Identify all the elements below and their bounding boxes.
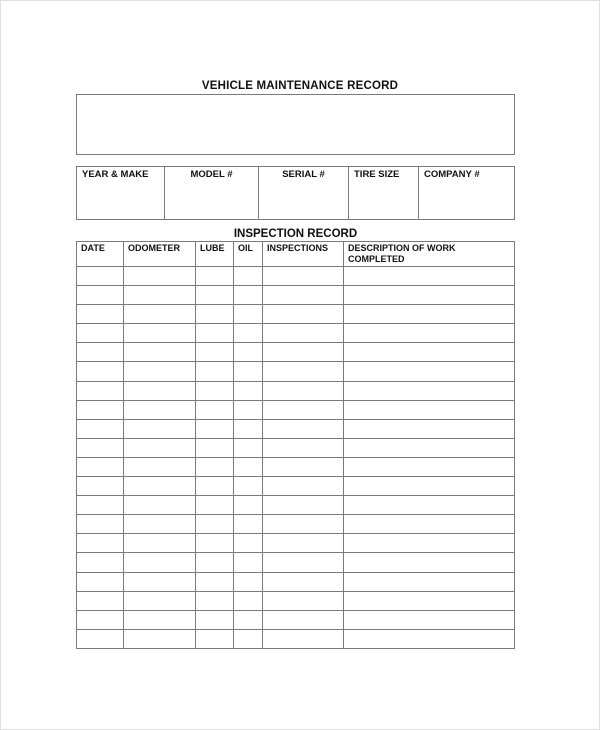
table-cell[interactable] xyxy=(234,324,263,343)
table-row xyxy=(77,553,515,572)
table-cell[interactable] xyxy=(344,496,515,515)
table-row xyxy=(77,515,515,534)
table-row xyxy=(77,496,515,515)
table-cell[interactable] xyxy=(234,286,263,305)
table-cell[interactable] xyxy=(77,438,124,457)
table-cell[interactable] xyxy=(344,477,515,496)
table-cell[interactable] xyxy=(234,419,263,438)
table-cell[interactable] xyxy=(234,381,263,400)
inspection-header-row xyxy=(77,242,515,267)
table-cell[interactable] xyxy=(77,534,124,553)
table-cell[interactable] xyxy=(77,477,124,496)
table-cell[interactable] xyxy=(263,343,344,362)
table-cell[interactable] xyxy=(124,534,196,553)
table-cell[interactable] xyxy=(234,496,263,515)
table-cell[interactable] xyxy=(124,477,196,496)
table-cell[interactable] xyxy=(263,591,344,610)
table-cell[interactable] xyxy=(77,324,124,343)
table-cell[interactable] xyxy=(77,267,124,286)
table-cell[interactable] xyxy=(196,477,234,496)
table-cell[interactable] xyxy=(234,515,263,534)
table-row xyxy=(77,591,515,610)
table-cell[interactable] xyxy=(344,267,515,286)
page-title: VEHICLE MAINTENANCE RECORD xyxy=(201,80,399,92)
table-cell[interactable] xyxy=(124,267,196,286)
inspection-body xyxy=(77,267,515,649)
table-cell[interactable] xyxy=(196,591,234,610)
table-cell[interactable] xyxy=(234,438,263,457)
col-description: DESCRIPTION OF WORK COMPLETED xyxy=(344,242,515,267)
table-cell[interactable] xyxy=(263,534,344,553)
col-odometer: ODOMETER xyxy=(124,242,196,267)
serial-field[interactable] xyxy=(259,167,349,220)
table-cell[interactable] xyxy=(263,362,344,381)
table-cell[interactable] xyxy=(344,553,515,572)
table-row xyxy=(77,477,515,496)
table-cell[interactable] xyxy=(196,362,234,381)
table-row xyxy=(77,362,515,381)
table-cell[interactable] xyxy=(196,324,234,343)
table-cell[interactable] xyxy=(124,362,196,381)
table-row xyxy=(77,610,515,629)
col-oil: OIL xyxy=(234,242,263,267)
table-cell[interactable] xyxy=(77,553,124,572)
table-cell[interactable] xyxy=(344,286,515,305)
table-cell[interactable] xyxy=(344,438,515,457)
table-row xyxy=(77,572,515,591)
table-cell[interactable] xyxy=(124,419,196,438)
table-cell[interactable] xyxy=(124,286,196,305)
table-cell[interactable] xyxy=(344,534,515,553)
table-cell[interactable] xyxy=(196,438,234,457)
table-cell[interactable] xyxy=(234,343,263,362)
table-cell[interactable] xyxy=(77,572,124,591)
table-cell[interactable] xyxy=(344,400,515,419)
year-make-field[interactable] xyxy=(77,167,165,220)
table-cell[interactable] xyxy=(196,629,234,648)
table-cell[interactable] xyxy=(344,572,515,591)
table-cell[interactable] xyxy=(234,362,263,381)
table-cell[interactable] xyxy=(344,591,515,610)
table-cell[interactable] xyxy=(263,610,344,629)
table-cell[interactable] xyxy=(234,457,263,476)
table-cell[interactable] xyxy=(263,477,344,496)
table-cell[interactable] xyxy=(263,305,344,324)
table-cell[interactable] xyxy=(77,419,124,438)
table-cell[interactable] xyxy=(344,362,515,381)
col-date: DATE xyxy=(77,242,124,267)
table-cell[interactable] xyxy=(234,610,263,629)
table-cell[interactable] xyxy=(124,381,196,400)
table-cell[interactable] xyxy=(196,305,234,324)
table-row xyxy=(77,286,515,305)
table-cell[interactable] xyxy=(124,553,196,572)
table-cell[interactable] xyxy=(124,438,196,457)
table-cell[interactable] xyxy=(344,515,515,534)
model-label: MODEL # xyxy=(190,169,233,180)
tire-size-field[interactable] xyxy=(349,167,419,220)
table-cell[interactable] xyxy=(234,629,263,648)
table-row xyxy=(77,438,515,457)
table-cell[interactable] xyxy=(263,553,344,572)
table-cell[interactable] xyxy=(196,572,234,591)
table-row xyxy=(77,267,515,286)
table-cell[interactable] xyxy=(344,457,515,476)
table-cell[interactable] xyxy=(263,419,344,438)
inspection-title: INSPECTION RECORD xyxy=(233,228,358,240)
table-cell[interactable] xyxy=(344,343,515,362)
table-row xyxy=(77,629,515,648)
table-cell[interactable] xyxy=(77,515,124,534)
model-field[interactable] xyxy=(165,167,259,220)
serial-label: SERIAL # xyxy=(282,169,325,180)
table-cell[interactable] xyxy=(234,534,263,553)
table-cell[interactable] xyxy=(77,305,124,324)
table-cell[interactable] xyxy=(196,515,234,534)
table-cell[interactable] xyxy=(196,610,234,629)
table-cell[interactable] xyxy=(196,496,234,515)
table-cell[interactable] xyxy=(77,629,124,648)
tire-size-label: TIRE SIZE xyxy=(354,169,400,180)
table-cell[interactable] xyxy=(196,343,234,362)
table-cell[interactable] xyxy=(234,400,263,419)
table-cell[interactable] xyxy=(263,286,344,305)
table-cell[interactable] xyxy=(344,381,515,400)
table-cell[interactable] xyxy=(196,534,234,553)
table-cell[interactable] xyxy=(234,572,263,591)
table-cell[interactable] xyxy=(263,400,344,419)
table-cell[interactable] xyxy=(263,496,344,515)
table-cell[interactable] xyxy=(263,457,344,476)
table-cell[interactable] xyxy=(77,496,124,515)
table-cell[interactable] xyxy=(234,591,263,610)
table-cell[interactable] xyxy=(77,286,124,305)
table-cell[interactable] xyxy=(77,362,124,381)
table-cell[interactable] xyxy=(77,400,124,419)
table-cell[interactable] xyxy=(263,324,344,343)
table-cell[interactable] xyxy=(77,343,124,362)
table-row xyxy=(77,305,515,324)
table-cell[interactable] xyxy=(124,629,196,648)
table-cell[interactable] xyxy=(263,515,344,534)
inspection-table xyxy=(76,241,515,649)
table-cell[interactable] xyxy=(124,496,196,515)
table-cell[interactable] xyxy=(344,610,515,629)
table-row xyxy=(77,534,515,553)
table-row xyxy=(77,324,515,343)
table-cell[interactable] xyxy=(124,457,196,476)
table-cell[interactable] xyxy=(344,629,515,648)
table-row xyxy=(77,419,515,438)
table-cell[interactable] xyxy=(263,381,344,400)
table-row xyxy=(77,400,515,419)
table-cell[interactable] xyxy=(124,324,196,343)
table-cell[interactable] xyxy=(77,591,124,610)
col-inspections: INSPECTIONS xyxy=(263,242,344,267)
table-cell[interactable] xyxy=(124,400,196,419)
table-cell[interactable] xyxy=(234,477,263,496)
table-row xyxy=(77,457,515,476)
vehicle-info-table xyxy=(76,166,515,220)
company-field[interactable] xyxy=(419,167,515,220)
table-cell[interactable] xyxy=(124,305,196,324)
table-cell[interactable] xyxy=(234,305,263,324)
col-lube: LUBE xyxy=(196,242,234,267)
table-cell[interactable] xyxy=(344,324,515,343)
table-cell[interactable] xyxy=(124,591,196,610)
table-cell[interactable] xyxy=(196,553,234,572)
table-cell[interactable] xyxy=(124,572,196,591)
table-cell[interactable] xyxy=(263,438,344,457)
table-cell[interactable] xyxy=(196,400,234,419)
table-cell[interactable] xyxy=(263,629,344,648)
table-cell[interactable] xyxy=(196,419,234,438)
table-cell[interactable] xyxy=(77,457,124,476)
vehicle-info-row xyxy=(77,167,515,220)
table-cell[interactable] xyxy=(344,305,515,324)
table-cell[interactable] xyxy=(124,515,196,534)
table-cell[interactable] xyxy=(124,610,196,629)
company-label: COMPANY # xyxy=(424,169,480,180)
table-cell[interactable] xyxy=(234,267,263,286)
table-cell[interactable] xyxy=(77,381,124,400)
table-cell[interactable] xyxy=(234,553,263,572)
table-cell[interactable] xyxy=(124,343,196,362)
table-cell[interactable] xyxy=(196,286,234,305)
table-cell[interactable] xyxy=(263,572,344,591)
table-cell[interactable] xyxy=(196,381,234,400)
table-cell[interactable] xyxy=(344,419,515,438)
table-cell[interactable] xyxy=(263,267,344,286)
table-row xyxy=(77,381,515,400)
table-cell[interactable] xyxy=(77,610,124,629)
table-row xyxy=(77,343,515,362)
table-cell[interactable] xyxy=(196,457,234,476)
notes-box[interactable] xyxy=(76,94,515,155)
table-cell[interactable] xyxy=(196,267,234,286)
year-make-label: YEAR & MAKE xyxy=(82,169,149,180)
